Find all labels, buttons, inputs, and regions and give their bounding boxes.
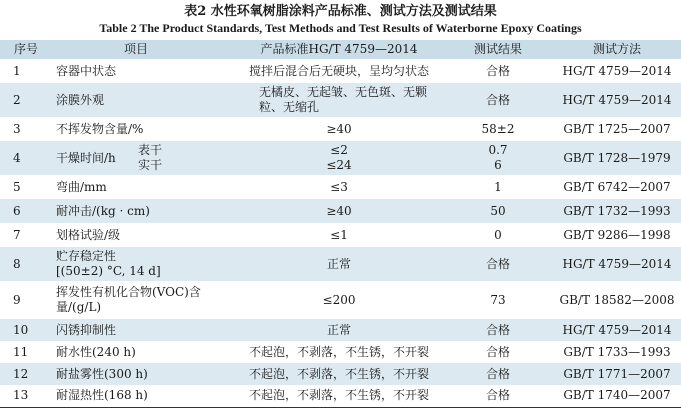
row-item: [52, 281, 235, 319]
row-standard: 无橘皮、无起皱、无色斑、无颗粒、无缩孔: [259, 85, 428, 114]
row-item: 不挥发物含量/%: [56, 121, 144, 136]
row-standard: [235, 141, 443, 175]
row-result: 1: [494, 179, 502, 194]
row-item: [52, 141, 235, 175]
row-item: 耐冲击/(kg · cm): [56, 203, 150, 218]
row-item: 闪锈抑制性: [56, 322, 117, 337]
row-no: 7: [13, 227, 21, 242]
row-method: GB/T 1732—1993: [563, 203, 671, 218]
row-method: GB/T 6742—2007: [563, 179, 671, 194]
row-no: 1: [13, 63, 21, 78]
row-result: 合格: [485, 256, 510, 271]
row-result: [443, 141, 553, 175]
row-item-line: 量/(g/L): [56, 300, 102, 314]
table-row: [0, 319, 681, 341]
table-row: [0, 281, 681, 319]
row-no: 2: [13, 92, 21, 107]
row-no: 4: [13, 150, 21, 165]
row-method: GB/T 1740—2007: [563, 388, 671, 403]
row-standard: ≤1: [330, 227, 348, 242]
row-result-line: 0.7: [488, 143, 508, 157]
row-result: 合格: [485, 344, 510, 359]
row-result: 73: [490, 292, 506, 307]
row-method: GB/T 1733—1993: [563, 344, 671, 359]
table-row: [0, 83, 681, 117]
row-no: 12: [13, 366, 29, 381]
row-item: [52, 247, 235, 281]
row-item-line: 挥发性有机化合物(VOC)含: [56, 285, 201, 299]
row-method: GB/T 1771—2007: [563, 366, 671, 381]
row-standard: ≤3: [330, 179, 348, 194]
results-table: [0, 40, 681, 408]
table-row: [0, 59, 681, 83]
row-item: 容器中状态: [56, 63, 117, 78]
row-method: HG/T 4759—2014: [562, 322, 672, 337]
row-method: HG/T 4759—2014: [562, 92, 672, 107]
row-item: 耐盐雾性(300 h): [56, 366, 148, 381]
row-standard-line: ≤2: [330, 143, 348, 157]
row-item: 涂膜外观: [56, 92, 105, 107]
table-row: [0, 363, 681, 385]
row-result-line: 6: [494, 158, 502, 172]
row-standard: 不起泡，不剥落，不生锈，不开裂: [248, 388, 429, 403]
table-row: [0, 341, 681, 363]
row-item: 弯曲/mm: [56, 179, 107, 194]
row-standard-line: ≤24: [326, 158, 352, 172]
table-row: [0, 175, 681, 199]
row-standard: ≥40: [326, 203, 352, 218]
row-standard: ≤200: [322, 292, 356, 307]
row-result: 合格: [485, 92, 510, 107]
row-method: HG/T 4759—2014: [562, 256, 672, 271]
row-item: 耐湿热性(168 h): [56, 388, 148, 403]
header-method: 测试方法: [592, 42, 641, 56]
header-item: 项目: [124, 42, 149, 56]
table-row: [0, 247, 681, 281]
row-item-label: 干燥时间/h: [56, 151, 116, 165]
table-caption-en: Table 2 The Product Standards, Test Methods and Test Results of Waterborne Epoxy Coatings: [99, 21, 582, 35]
row-no: 5: [13, 179, 21, 194]
row-standard: 搅拌后混合后无硬块，呈均匀状态: [248, 63, 429, 78]
row-subitem-surface-dry: 表干: [138, 143, 163, 157]
row-standard: 正常: [326, 256, 351, 271]
row-item: 划格试验/级: [56, 227, 121, 242]
table-row: [0, 141, 681, 175]
row-standard: 不起泡，不剥落，不生锈，不开裂: [248, 344, 429, 359]
row-result: 合格: [485, 322, 510, 337]
row-method: GB/T 9286—1998: [563, 227, 671, 242]
row-no: 9: [13, 292, 21, 307]
table-row: [0, 117, 681, 141]
table-row: [0, 199, 681, 223]
header-row: [0, 40, 681, 59]
row-result: 58±2: [481, 121, 515, 136]
row-method: GB/T 1728—1979: [563, 150, 671, 165]
row-subitem-hard-dry: 实干: [138, 158, 163, 172]
row-item-line: [(50±2) °C, 14 d]: [56, 264, 161, 278]
row-result: 0: [494, 227, 502, 242]
row-standard: 不起泡，不剥落，不生锈，不开裂: [248, 366, 429, 381]
row-no: 8: [13, 256, 21, 271]
header-result: 测试结果: [473, 42, 522, 56]
table-row: [0, 385, 681, 407]
row-method: GB/T 1725—2007: [563, 121, 671, 136]
row-result: 合格: [485, 63, 510, 78]
row-item-line: 贮存稳定性: [56, 249, 117, 263]
row-standard: 正常: [326, 322, 351, 337]
row-result: 50: [490, 203, 506, 218]
row-item: 耐水性(240 h): [56, 344, 136, 359]
table-caption-cn: 表2 水性环氧树脂涂料产品标准、测试方法及测试结果: [184, 4, 497, 19]
row-no: 10: [13, 322, 29, 337]
table-row: [0, 223, 681, 247]
row-no: 6: [13, 203, 21, 218]
row-result: 合格: [485, 366, 510, 381]
row-standard: ≥40: [326, 121, 352, 136]
row-no: 3: [13, 121, 21, 136]
header-standard: 产品标准HG/T 4759—2014: [260, 42, 418, 56]
row-no: 11: [13, 344, 29, 359]
row-no: 13: [13, 388, 29, 403]
row-method: GB/T 18582—2008: [559, 292, 675, 307]
row-result: 合格: [485, 388, 510, 403]
row-method: HG/T 4759—2014: [562, 63, 672, 78]
header-no: 序号: [13, 42, 38, 56]
